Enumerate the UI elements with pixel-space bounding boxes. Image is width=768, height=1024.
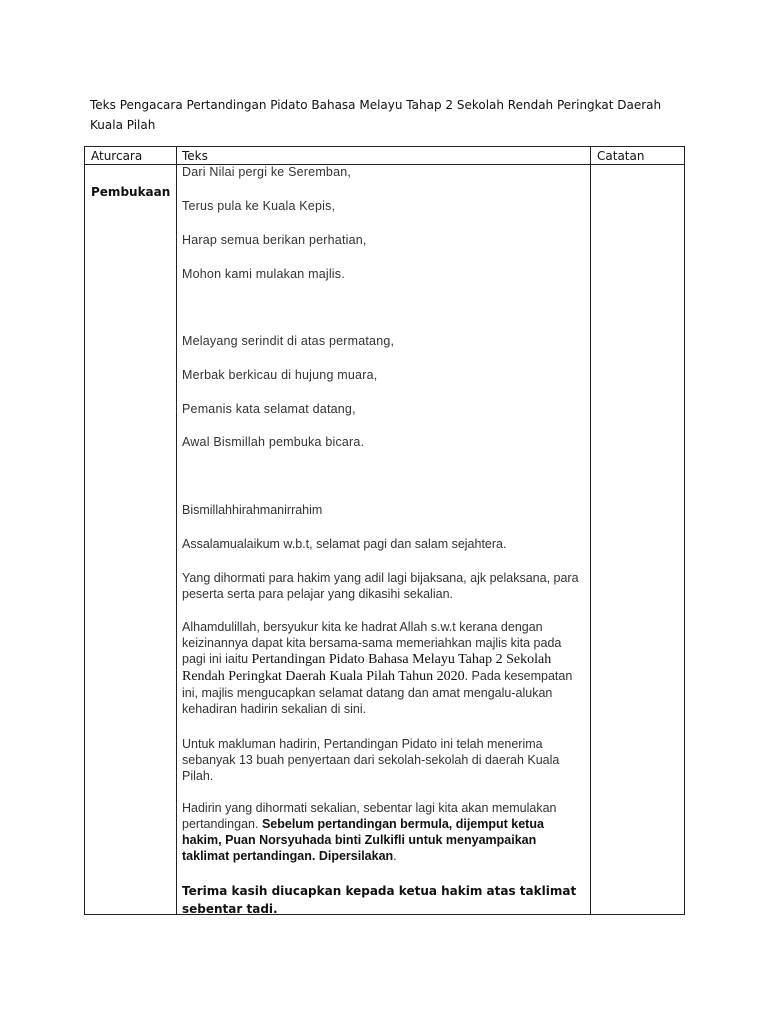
hadirin-bold-text: Sebelum pertandingan bermula, dijemput ketua hakim, Puan Norsyuhada binti Zulkifli untuk menyampaikan taklimat pertandingan. Dipersilakan <box>182 817 544 863</box>
alhamdulillah-text: Alhamdulillah, bersyukur kita ke hadrat Allah s.w.t kerana dengan keizinannya dapat kita bersama-sama memeriahkan majlis kita pada pagi ini iaitu <box>182 620 562 666</box>
hadirin-paragraph <box>182 800 584 864</box>
header-catatan: Catatan <box>597 149 645 163</box>
terima-kasih-text: Terima kasih diucapkan kepada ketua hakim atas taklimat sebentar tadi. <box>182 884 577 916</box>
column-divider <box>176 147 177 914</box>
pantun-line: Melayang serindit di atas permatang, <box>182 334 395 348</box>
header-aturcara: Aturcara <box>91 149 143 163</box>
hadirin-end: . <box>393 849 397 863</box>
pantun-line: Harap semua berikan perhatian, <box>182 233 367 247</box>
column-divider <box>590 147 591 914</box>
makluman-paragraph: Untuk makluman hadirin, Pertandingan Pidato ini telah menerima sebanyak 13 buah penyertaan dari sekolah-sekolah di daerah Kuala Pilah. <box>182 737 560 783</box>
alhamdulillah-text-end: . Pada kesempatan ini, majlis mengucapkan selamat datang dan amat mengalu-alukan kehadiran hadirin sekalian di sini. <box>182 669 573 716</box>
dihormati-paragraph: Yang dihormati para hakim yang adil lagi bijaksana, ajk pelaksana, para peserta serta para pelajar yang dikasihi sekalian. <box>182 571 579 601</box>
hadirin-text: Hadirin yang dihormati sekalian, sebentar lagi kita akan memulakan pertandingan. <box>182 801 557 831</box>
bismillah-text: Bismillahhirahmanirrahim <box>182 503 323 517</box>
pantun-line: Terus pula ke Kuala Kepis, <box>182 199 336 213</box>
pantun-line: Pemanis kata selamat datang, <box>182 402 356 416</box>
pantun-line: Mohon kami mulakan majlis. <box>182 267 345 281</box>
program-table <box>84 146 685 915</box>
header-teks: Teks <box>182 149 208 163</box>
alhamdulillah-paragraph <box>182 619 584 717</box>
document-title: Teks Pengacara Pertandingan Pidato Bahasa Melayu Tahap 2 Sekolah Rendah Peringkat Daerah Kuala Pilah <box>90 98 662 132</box>
pantun-line: Dari Nilai pergi ke Seremban, <box>182 165 352 179</box>
event-name: Pertandingan Pidato Bahasa Melayu Tahap 2 Sekolah Rendah Peringkat Daerah Kuala Pilah Tahun 2020 <box>182 652 552 684</box>
section-pembukaan: Pembukaan <box>91 185 171 199</box>
salam-text: Assalamualaikum w.b.t, selamat pagi dan salam sejahtera. <box>182 537 507 551</box>
pantun-line: Awal Bismillah pembuka bicara. <box>182 435 365 449</box>
pantun-line: Merbak berkicau di hujung muara, <box>182 368 378 382</box>
